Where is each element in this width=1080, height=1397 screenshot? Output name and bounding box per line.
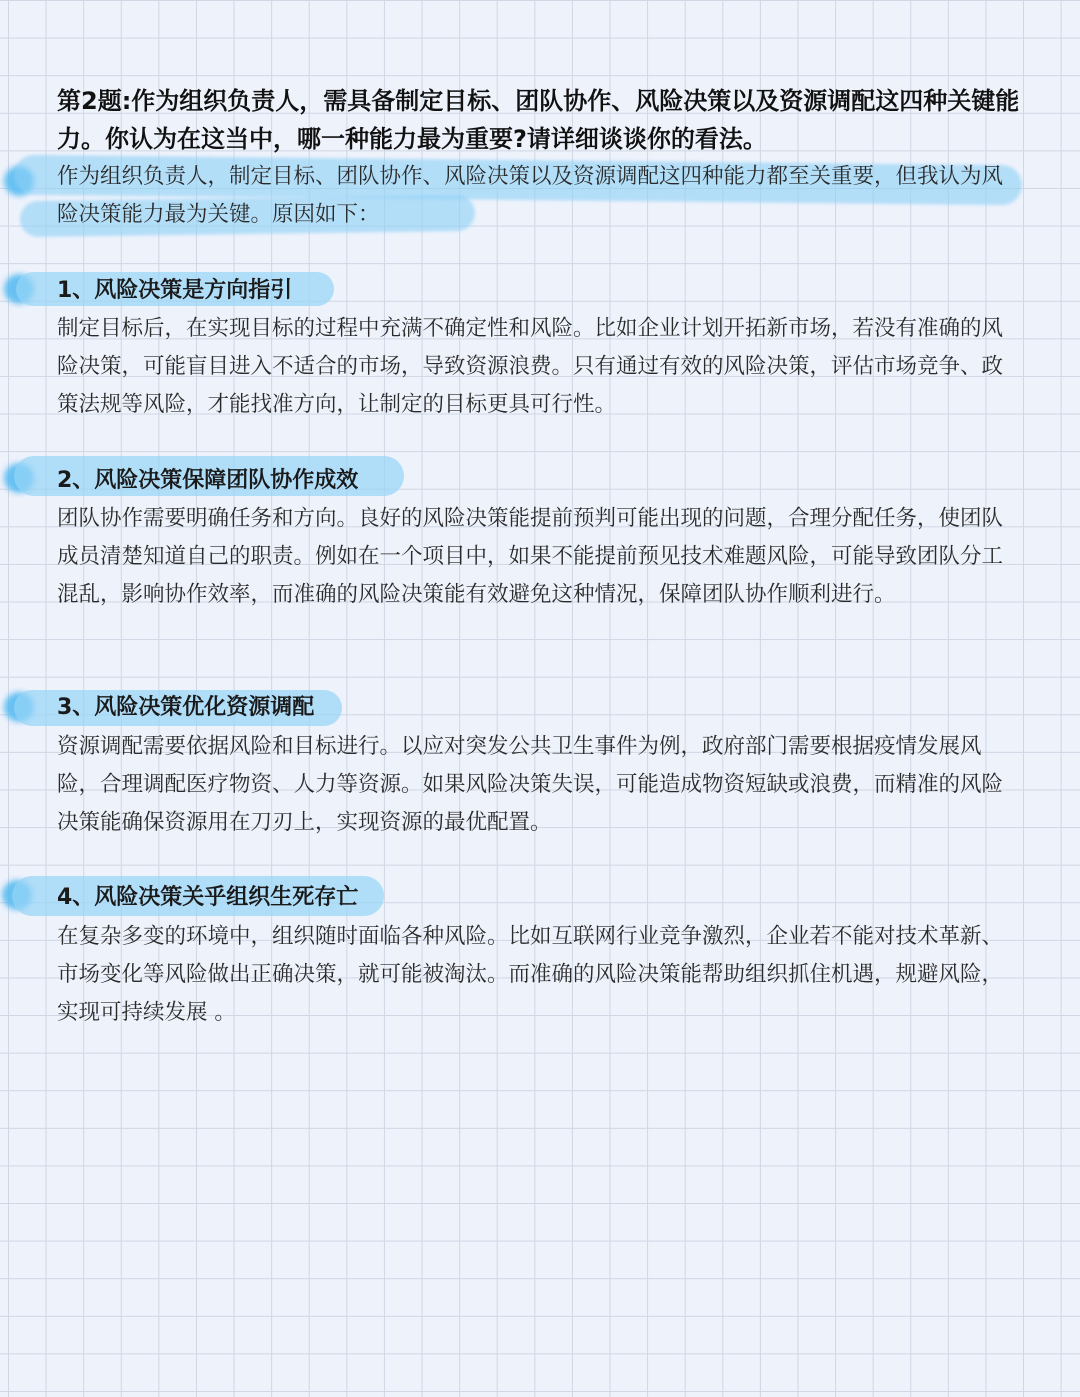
section-heading: 4、风险决策关乎组织生死存亡	[57, 885, 359, 910]
section-body: 资源调配需要依据风险和目标进行。以应对突发公共卫生事件为例，政府部门需要根据疫情发展风险，合理调配医疗物资、人力等资源。如果风险决策失误，可能造成物资短缺或浪费，而精准的风险决策能确保资源用在刀刃上，实现资源的最优配置。	[57, 734, 1004, 835]
intro-paragraph: 作为组织负责人，制定目标、团队协作、风险决策以及资源调配这四种能力都至关重要，但我认为风险决策能力最为关键。原因如下：	[57, 164, 1004, 227]
section-heading: 2、风险决策保障团队协作成效	[57, 468, 359, 493]
section-body: 在复杂多变的环境中，组织随时面临各种风险。比如互联网行业竞争激烈，企业若不能对技术革新、市场变化等风险做出正确决策，就可能被淘汰。而准确的风险决策能帮助组织抓住机遇，规避风险，实现可持续发展 。	[57, 924, 1004, 1025]
section-heading: 1、风险决策是方向指引	[57, 278, 293, 303]
section-body: 团队协作需要明确任务和方向。良好的风险决策能提前预判可能出现的问题，合理分配任务，使团队成员清楚知道自己的职责。例如在一个项目中，如果不能提前预见技术难题风险，可能导致团队分工混乱，影响协作效率，而准确的风险决策能有效避免这种情况，保障团队协作顺利进行。	[57, 506, 1004, 607]
section-body: 制定目标后，在实现目标的过程中充满不确定性和风险。比如企业计划开拓新市场，若没有准确的风险决策，可能盲目进入不适合的市场，导致资源浪费。只有通过有效的风险决策，评估市场竞争、政策法规等风险，才能找准方向，让制定的目标更具可行性。	[57, 316, 1004, 417]
section-heading: 3、风险决策优化资源调配	[57, 695, 315, 720]
question-title: 第2题:作为组织负责人，需具备制定目标、团队协作、风险决策以及资源调配这四种关键能力。你认为在这当中，哪一种能力最为重要?请详细谈谈你的看法。	[57, 87, 1020, 153]
